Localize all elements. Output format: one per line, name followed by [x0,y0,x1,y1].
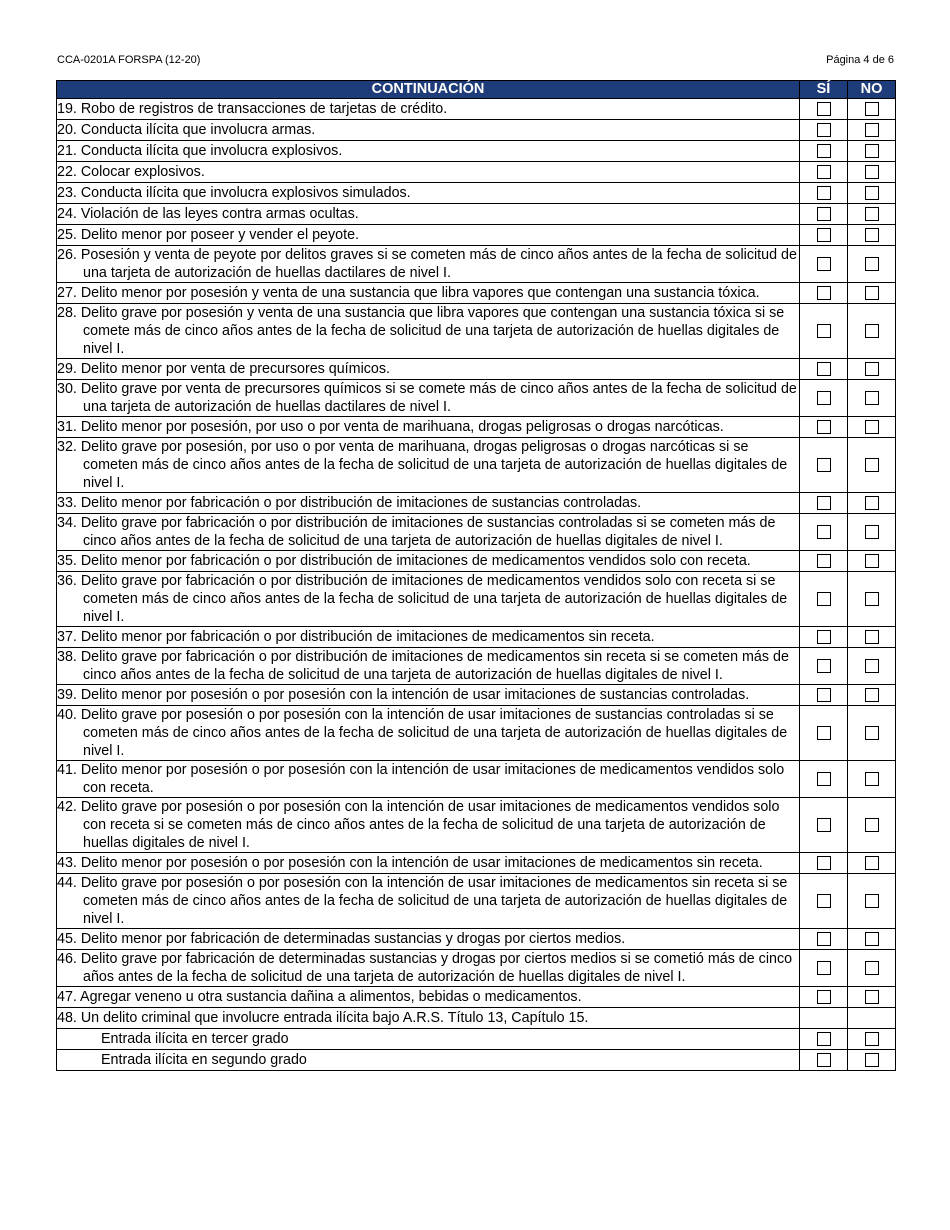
no-checkbox[interactable] [865,818,879,832]
yes-checkbox[interactable] [817,207,831,221]
no-checkbox[interactable] [865,165,879,179]
no-checkbox[interactable] [865,525,879,539]
question-text: 37. Delito menor por fabricación o por distribución de imitaciones de medicamentos sin receta. [57,629,655,645]
no-checkbox[interactable] [865,554,879,568]
no-checkbox[interactable] [865,391,879,405]
question-text: 42. Delito grave por posesión o por posesión con la intención de usar imitaciones de medicamentos vendidos solo con receta si se cometen más de cinco años antes de la fecha de solicitud de una tarjeta de autorización de huellas digitales de nivel I. [57,799,780,851]
yes-checkbox[interactable] [817,186,831,200]
yes-checkbox[interactable] [817,894,831,908]
no-checkbox[interactable] [865,1053,879,1067]
no-checkbox[interactable] [865,688,879,702]
question-text: 21. Conducta ilícita que involucra explosivos. [57,143,343,159]
yes-checkbox[interactable] [817,102,831,116]
no-checkbox[interactable] [865,362,879,376]
table-row [57,950,896,987]
yes-checkbox[interactable] [817,592,831,606]
table-row [57,204,896,225]
table-row [57,246,896,283]
yes-checkbox[interactable] [817,123,831,137]
table-row [57,929,896,950]
table-row [57,853,896,874]
no-checkbox[interactable] [865,186,879,200]
table-row [57,572,896,627]
yes-checkbox[interactable] [817,228,831,242]
table-row [57,359,896,380]
table-row [57,874,896,929]
yes-checkbox[interactable] [817,688,831,702]
table-row [57,141,896,162]
question-text: 22. Colocar explosivos. [57,164,205,180]
question-text: 32. Delito grave por posesión, por uso o por venta de marihuana, drogas peligrosas o drogas narcóticas si se cometen más de cinco años antes de la fecha de solicitud de una tarjeta de autorización de huellas digitales de nivel I. [57,439,788,491]
question-text: 33. Delito menor por fabricación o por distribución de imitaciones de sustancias controladas. [57,495,642,511]
no-checkbox[interactable] [865,257,879,271]
table-row [57,514,896,551]
yes-checkbox[interactable] [817,257,831,271]
yes-checkbox[interactable] [817,932,831,946]
yes-checkbox[interactable] [817,391,831,405]
yes-checkbox[interactable] [817,458,831,472]
no-checkbox[interactable] [865,207,879,221]
table-row [57,99,896,120]
table-row [57,417,896,438]
table-row [57,551,896,572]
question-text: 31. Delito menor por posesión, por uso o por venta de marihuana, drogas peligrosas o drogas narcóticas. [57,419,724,435]
yes-checkbox[interactable] [817,961,831,975]
table-row [57,1050,896,1071]
question-text: 41. Delito menor por posesión o por posesión con la intención de usar imitaciones de medicamentos vendidos solo con receta. [57,762,785,796]
no-checkbox[interactable] [865,990,879,1004]
no-checkbox[interactable] [865,856,879,870]
yes-checkbox[interactable] [817,726,831,740]
no-checkbox[interactable] [865,1032,879,1046]
question-text: 36. Delito grave por fabricación o por distribución de imitaciones de medicamentos vendidos solo con receta si se cometen más de cinco años antes de la fecha de solicitud de una tarjeta de autorización de huellas digitales de nivel I. [57,573,788,625]
question-text: 47. Agregar veneno u otra sustancia dañina a alimentos, bebidas o medicamentos. [57,989,582,1005]
yes-checkbox[interactable] [817,165,831,179]
table-row [57,627,896,648]
table-row [57,304,896,359]
question-text: 27. Delito menor por posesión y venta de una sustancia que libra vapores que contengan una sustancia tóxica. [57,285,760,301]
question-text: 38. Delito grave por fabricación o por distribución de imitaciones de medicamentos sin receta si se cometen más de cinco años antes de la fecha de solicitud de una tarjeta de autorización de huellas digitales de nivel I. [57,649,789,683]
no-checkbox[interactable] [865,659,879,673]
yes-checkbox[interactable] [817,525,831,539]
yes-checkbox[interactable] [817,286,831,300]
continuation-table [56,80,896,1071]
yes-checkbox[interactable] [817,990,831,1004]
question-text: 35. Delito menor por fabricación o por distribución de imitaciones de medicamentos vendidos solo con receta. [57,553,751,569]
no-checkbox[interactable] [865,228,879,242]
question-text: 30. Delito grave por venta de precursores químicos si se comete más de cinco años antes de la fecha de solicitud de una tarjeta de autorización de huellas dactilares de nivel I. [57,381,797,415]
no-checkbox[interactable] [865,123,879,137]
yes-checkbox[interactable] [817,420,831,434]
table-row [57,1008,896,1029]
question-text: 43. Delito menor por posesión o por posesión con la intención de usar imitaciones de medicamentos sin receta. [57,855,763,871]
question-text: 48. Un delito criminal que involucre entrada ilícita bajo A.R.S. Título 13, Capítulo 15. [57,1010,589,1026]
no-checkbox[interactable] [865,630,879,644]
table-row [57,798,896,853]
sub-question-text: Entrada ilícita en tercer grado [101,1031,289,1047]
table-row [57,987,896,1008]
table-row [57,493,896,514]
table-row [57,706,896,761]
yes-checkbox[interactable] [817,554,831,568]
question-text: 28. Delito grave por posesión y venta de una sustancia que libra vapores que contengan una sustancia tóxica si se comete más de cinco años antes de la fecha de solicitud de una tarjeta de autorización de huellas digitales de nivel I. [57,305,785,357]
no-checkbox[interactable] [865,286,879,300]
table-row [57,761,896,798]
question-text: 24. Violación de las leyes contra armas ocultas. [57,206,359,222]
no-checkbox[interactable] [865,458,879,472]
form-code: CCA-0201A FORSPA (12-20) [57,54,201,66]
question-text: 20. Conducta ilícita que involucra armas. [57,122,316,138]
table-row [57,120,896,141]
table-row [57,685,896,706]
table-row [57,438,896,493]
no-checkbox[interactable] [865,772,879,786]
page-number: Página 4 de 6 [826,54,894,66]
no-checkbox[interactable] [865,894,879,908]
question-text: 19. Robo de registros de transacciones de tarjetas de crédito. [57,101,448,117]
yes-checkbox[interactable] [817,362,831,376]
yes-checkbox[interactable] [817,818,831,832]
table-title: CONTINUACIÓN [57,81,800,99]
question-text: 29. Delito menor por venta de precursores químicos. [57,361,390,377]
yes-checkbox[interactable] [817,772,831,786]
yes-checkbox[interactable] [817,630,831,644]
question-text: 45. Delito menor por fabricación de determinadas sustancias y drogas por ciertos medios. [57,931,626,947]
yes-checkbox[interactable] [817,324,831,338]
yes-checkbox[interactable] [817,144,831,158]
table-row [57,648,896,685]
question-text: 34. Delito grave por fabricación o por distribución de imitaciones de sustancias controladas si se cometen más de cinco años antes de la fecha de solicitud de una tarjeta de autorización de huellas digitales de nivel I. [57,515,776,549]
question-text: 46. Delito grave por fabricación de determinadas sustancias y drogas por ciertos medios si se cometió más de cinco años antes de la fecha de solicitud de una tarjeta de autorización de huellas digitales de nivel I. [57,951,793,985]
question-text: 26. Posesión y venta de peyote por delitos graves si se cometen más de cinco años antes de la fecha de solicitud de una tarjeta de autorización de huellas dactilares de nivel I. [57,247,797,281]
yes-checkbox[interactable] [817,1053,831,1067]
table-row [57,283,896,304]
no-checkbox[interactable] [865,592,879,606]
question-text: 23. Conducta ilícita que involucra explosivos simulados. [57,185,411,201]
table-row [57,183,896,204]
column-header-yes: SÍ [800,81,848,99]
column-header-no: NO [848,81,896,99]
no-checkbox[interactable] [865,496,879,510]
no-checkbox[interactable] [865,726,879,740]
no-checkbox[interactable] [865,961,879,975]
no-checkbox[interactable] [865,932,879,946]
no-checkbox[interactable] [865,420,879,434]
question-text: 39. Delito menor por posesión o por posesión con la intención de usar imitaciones de sustancias controladas. [57,687,750,703]
question-text: 40. Delito grave por posesión o por posesión con la intención de usar imitaciones de sustancias controladas si se cometen más de cinco años antes de la fecha de solicitud de una tarjeta de autorización de huellas digitales de nivel I. [57,707,788,759]
yes-checkbox[interactable] [817,856,831,870]
table-row [57,1029,896,1050]
yes-checkbox[interactable] [817,496,831,510]
table-row [57,225,896,246]
table-row [57,380,896,417]
yes-checkbox[interactable] [817,1032,831,1046]
no-checkbox[interactable] [865,324,879,338]
question-text: 44. Delito grave por posesión o por posesión con la intención de usar imitaciones de medicamentos sin receta si se cometen más de cinco años antes de la fecha de solicitud de una tarjeta de autorización de huellas digitales de nivel I. [57,875,788,927]
question-text: 25. Delito menor por poseer y vender el peyote. [57,227,359,243]
table-row [57,162,896,183]
sub-question-text: Entrada ilícita en segundo grado [101,1052,307,1068]
no-checkbox[interactable] [865,144,879,158]
no-checkbox[interactable] [865,102,879,116]
yes-checkbox[interactable] [817,659,831,673]
